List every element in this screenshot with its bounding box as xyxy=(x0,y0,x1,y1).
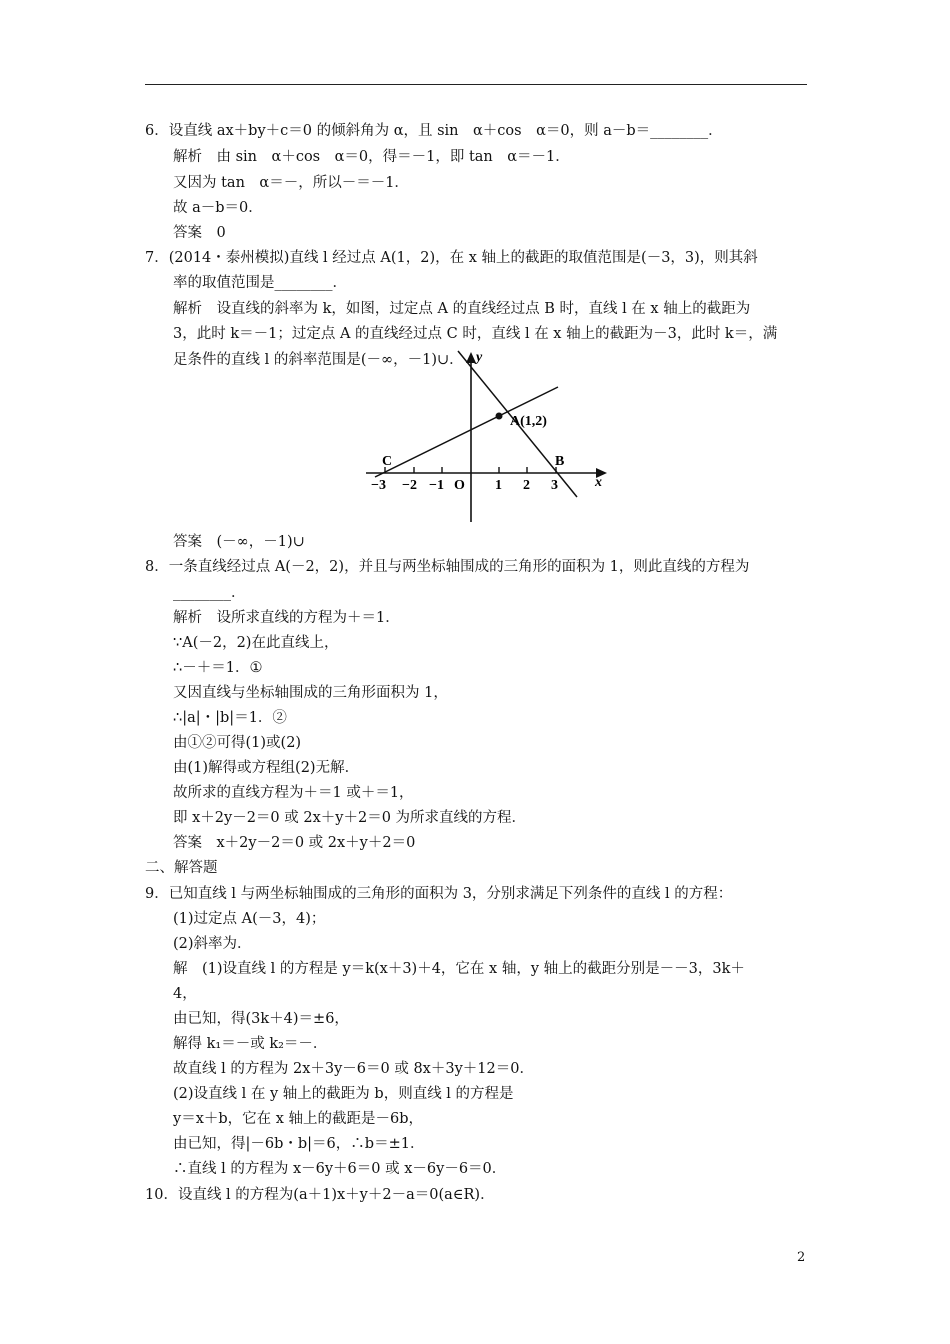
problem-9-part-1: (1)过定点 A(－3，4)； xyxy=(173,911,326,927)
problem-8-analysis-5: ∴|a|・|b|＝1．② xyxy=(173,710,287,726)
problem-8-analysis-3: ∴－＋＝1．① xyxy=(173,660,263,676)
tick-label: 2 xyxy=(523,478,530,493)
tick-label: 3 xyxy=(551,478,558,493)
header-rule xyxy=(145,84,807,85)
tick-label: −1 xyxy=(429,478,444,493)
tick-label: 1 xyxy=(495,478,502,493)
point-b-label: B xyxy=(555,454,565,469)
problem-7-answer: 答案 (－∞，－1)∪ xyxy=(173,534,305,550)
problem-6-statement: 6．设直线 ax＋by＋c＝0 的倾斜角为 α，且 sin α＋cos α＝0，则 a－b＝________． xyxy=(145,123,723,139)
point-a-label: A(1,2) xyxy=(510,414,547,429)
problem-7-statement-1: 7．(2014・泰州模拟)直线 l 经过点 A(1，2)，在 x 轴上的截距的取值范围是(－3，3)，则其斜 xyxy=(145,250,758,266)
problem-9-solution-1: 解 (1)设直线 l 的方程是 y＝k(x＋3)＋4，它在 x 轴，y 轴上的截距分别是－－3，3k＋ xyxy=(173,961,745,977)
section-heading: 二、解答题 xyxy=(145,860,218,876)
problem-8-statement-1: 8．一条直线经过点 A(－2，2)，并且与两坐标轴围成的三角形的面积为 1，则此直线的方程为 xyxy=(145,559,750,575)
problem-8-analysis-2: ∵A(－2，2)在此直线上， xyxy=(173,635,339,651)
problem-9-solution-2: 4， xyxy=(173,986,197,1002)
problem-6-analysis-1: 解析 由 sin α＋cos α＝0，得＝－1，即 tan α＝－1． xyxy=(173,149,570,165)
problem-8-answer: 答案 x＋2y－2＝0 或 2x＋y＋2＝0 xyxy=(173,835,416,851)
y-axis-arrow xyxy=(466,352,476,363)
point-c-label: C xyxy=(382,454,393,469)
problem-10-statement: 10．设直线 l 的方程为(a＋1)x＋y＋2－a＝0(a∈R)． xyxy=(145,1187,495,1203)
problem-7-analysis-3: 足条件的直线 l 的斜率范围是(－∞，－1)∪． xyxy=(173,352,464,368)
point-a xyxy=(496,413,503,420)
problem-9-solution-8: 由已知，得|－6b・b|＝6，∴b＝±1． xyxy=(173,1136,425,1152)
problem-6-analysis-2: 又因为 tan α＝－，所以－＝－1． xyxy=(173,175,409,191)
page-number: 2 xyxy=(797,1250,806,1265)
problem-8-analysis-4: 又因直线与坐标轴围成的三角形面积为 1， xyxy=(173,685,448,701)
problem-8-analysis-6: 由①②可得(1)或(2) xyxy=(173,735,302,751)
problem-6-answer: 答案 0 xyxy=(173,225,226,241)
problem-8-analysis-8: 故所求的直线方程为＋＝1 或＋＝1， xyxy=(173,785,414,801)
problem-9-statement: 9．已知直线 l 与两坐标轴围成的三角形的面积为 3，分别求满足下列条件的直线 l 的方程： xyxy=(145,886,733,902)
problem-8-analysis-7: 由(1)解得或方程组(2)无解． xyxy=(173,760,360,776)
problem-8-statement-2: ________． xyxy=(173,585,246,601)
problem-9-solution-7: y＝x＋b，它在 x 轴上的截距是－6b， xyxy=(173,1111,424,1127)
problem-9-part-2: (2)斜率为． xyxy=(173,936,252,952)
coordinate-figure xyxy=(366,346,611,524)
problem-9-solution-4: 解得 k₁＝－或 k₂＝－． xyxy=(173,1036,328,1052)
x-axis-label: x xyxy=(595,475,602,490)
origin-label: O xyxy=(454,478,465,493)
problem-7-statement-2: 率的取值范围是________． xyxy=(173,275,347,291)
y-axis-label: y xyxy=(476,350,483,365)
problem-9-solution-9: ∴直线 l 的方程为 x－6y＋6＝0 或 x－6y－6＝0． xyxy=(173,1161,507,1177)
problem-6-analysis-3: 故 a－b＝0． xyxy=(173,200,263,216)
problem-8-analysis-9: 即 x＋2y－2＝0 或 2x＋y＋2＝0 为所求直线的方程． xyxy=(173,810,527,826)
tick-label: −2 xyxy=(402,478,417,493)
problem-9-solution-5: 故直线 l 的方程为 2x＋3y－6＝0 或 8x＋3y＋12＝0． xyxy=(173,1061,534,1077)
problem-8-analysis-1: 解析 设所求直线的方程为＋＝1． xyxy=(173,610,400,626)
problem-9-solution-3: 由已知，得(3k＋4)＝±6， xyxy=(173,1011,349,1027)
problem-7-analysis-2: 3，此时 k＝－1；过定点 A 的直线经过点 C 时，直线 l 在 x 轴上的截距为－3，此时 k＝，满 xyxy=(173,326,778,342)
tick-label: −3 xyxy=(371,478,386,493)
problem-9-solution-6: (2)设直线 l 在 y 轴上的截距为 b，则直线 l 的方程是 xyxy=(173,1086,514,1102)
line-through-c-a xyxy=(375,387,558,477)
problem-7-analysis-1: 解析 设直线的斜率为 k，如图，过定点 A 的直线经过点 B 时，直线 l 在 x 轴上的截距为 xyxy=(173,301,751,317)
